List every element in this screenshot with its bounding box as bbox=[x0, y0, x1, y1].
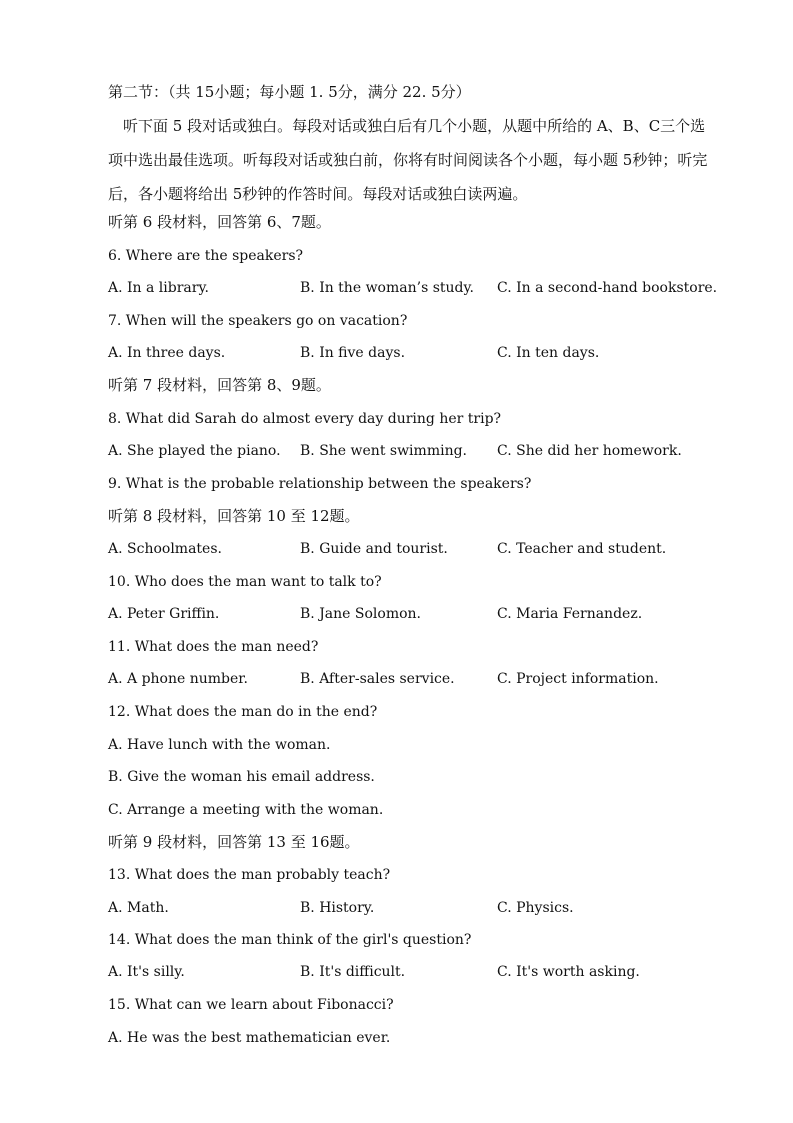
options-10 bbox=[108, 604, 728, 624]
instructions-text: 听下面 5 段对话或独白。每段对话或独白后有几个小题，从题中所给的 A、B、C三个选项中选出最佳选项。听每段对话或独白前，你将有时间阅读各个小题，每小题 5秒钟；听完后，各小题将给出 5秒钟的作答时间。每段对话或独白读两遍。 bbox=[108, 117, 708, 203]
option-14c: C. It's worth asking. bbox=[497, 964, 640, 980]
question-7: 7. When will the speakers go on vacation? bbox=[108, 313, 408, 329]
option-9c: C. Teacher and student. bbox=[497, 541, 667, 557]
option-13a: A. Math. bbox=[108, 900, 169, 916]
question-8: 8. What did Sarah do almost every day during her trip? bbox=[108, 411, 502, 427]
option-8a: A. She played the piano. bbox=[108, 443, 281, 459]
option-12b: B. Give the woman his email address. bbox=[108, 769, 375, 785]
option-7b: B. In five days. bbox=[300, 345, 406, 361]
option-13b: B. History. bbox=[300, 900, 375, 916]
option-6c: C. In a second-hand bookstore. bbox=[497, 280, 718, 296]
option-9a: A. Schoolmates. bbox=[108, 541, 222, 557]
group-heading-7: 听第 7 段材料，回答第 8、9题。 bbox=[108, 376, 331, 394]
options-8 bbox=[108, 441, 728, 461]
option-14a: A. It's silly. bbox=[108, 964, 185, 980]
question-15: 15. What can we learn about Fibonacci? bbox=[108, 997, 394, 1013]
option-11b: B. After-sales service. bbox=[300, 671, 455, 687]
option-13c: C. Physics. bbox=[497, 900, 574, 916]
section-instructions bbox=[108, 109, 720, 211]
options-11 bbox=[108, 669, 728, 689]
options-6 bbox=[108, 278, 728, 298]
option-14b: B. It's difficult. bbox=[300, 964, 406, 980]
options-7 bbox=[108, 343, 728, 363]
option-7c: C. In ten days. bbox=[497, 345, 600, 361]
option-10c: C. Maria Fernandez. bbox=[497, 606, 643, 622]
option-12a: A. Have lunch with the woman. bbox=[108, 737, 331, 753]
question-10: 10. Who does the man want to talk to? bbox=[108, 574, 382, 590]
options-9 bbox=[108, 539, 728, 559]
question-9: 9. What is the probable relationship between the speakers? bbox=[108, 476, 532, 492]
option-9b: B. Guide and tourist. bbox=[300, 541, 448, 557]
question-14: 14. What does the man think of the girl's question? bbox=[108, 932, 472, 948]
option-11c: C. Project information. bbox=[497, 671, 659, 687]
option-8b: B. She went swimming. bbox=[300, 443, 467, 459]
options-13 bbox=[108, 898, 728, 918]
group-heading-8: 听第 8 段材料，回答第 10 至 12题。 bbox=[108, 507, 360, 525]
question-13: 13. What does the man probably teach? bbox=[108, 867, 391, 883]
option-11a: A. A phone number. bbox=[108, 671, 248, 687]
option-10a: A. Peter Griffin. bbox=[108, 606, 220, 622]
option-12c: C. Arrange a meeting with the woman. bbox=[108, 802, 384, 818]
option-15a: A. He was the best mathematician ever. bbox=[108, 1030, 391, 1046]
question-12: 12. What does the man do in the end? bbox=[108, 704, 378, 720]
option-6b: B. In the woman’s study. bbox=[300, 280, 474, 296]
option-7a: A. In three days. bbox=[108, 345, 226, 361]
group-heading-6: 听第 6 段材料，回答第 6、7题。 bbox=[108, 213, 331, 231]
group-heading-9: 听第 9 段材料，回答第 13 至 16题。 bbox=[108, 833, 360, 851]
question-6: 6. Where are the speakers? bbox=[108, 248, 304, 264]
option-10b: B. Jane Solomon. bbox=[300, 606, 421, 622]
option-8c: C. She did her homework. bbox=[497, 443, 682, 459]
option-6a: A. In a library. bbox=[108, 280, 209, 296]
options-14 bbox=[108, 962, 728, 982]
question-11: 11. What does the man need? bbox=[108, 639, 319, 655]
section-header: 第二节：（共 15小题；每小题 1. 5分，满分 22. 5分） bbox=[108, 83, 471, 101]
